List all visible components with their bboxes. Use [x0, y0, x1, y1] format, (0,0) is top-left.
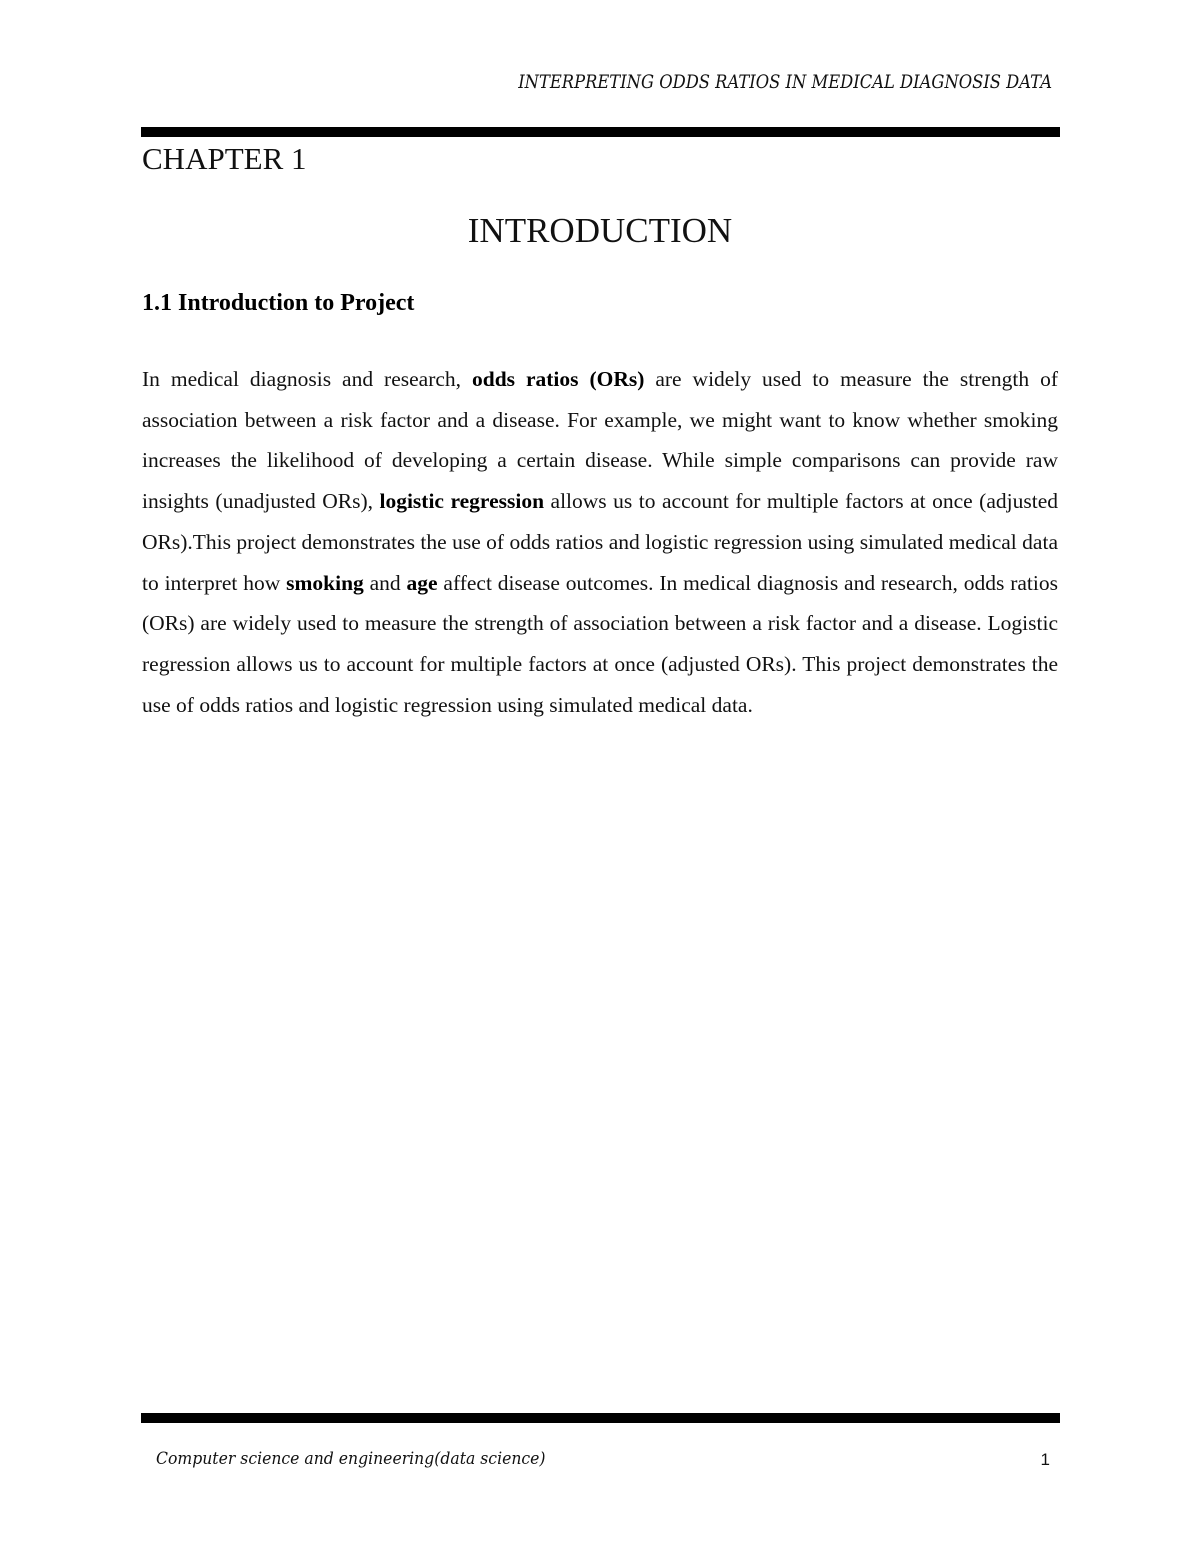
header-rule — [141, 127, 1060, 137]
bold-term-odds-ratios: odds ratios (ORs) — [471, 367, 645, 391]
running-header: INTERPRETING ODDS RATIOS IN MEDICAL DIAGNOSIS DATA — [518, 71, 1052, 93]
text-run: allows us to account for multiple factors at once (adjusted ORs).This project demonstrates the use of odds ratios and logistic regression using simulated medical data to interpret how — [142, 489, 1058, 595]
page-number: 1 — [1040, 1450, 1050, 1469]
body-paragraph — [142, 359, 1058, 725]
bold-term-logistic-regression: logistic regression — [379, 489, 545, 514]
section-heading: 1.1 Introduction to Project — [142, 290, 415, 316]
text-run: and — [363, 570, 407, 595]
chapter-title: INTRODUCTION — [467, 211, 733, 250]
footer-department: Computer science and engineering(data science) — [156, 1449, 546, 1469]
bold-term-smoking: smoking — [286, 570, 364, 595]
bold-term-age: age — [406, 570, 438, 595]
text-run: In medical diagnosis and research, — [142, 367, 472, 391]
chapter-label: CHAPTER 1 — [142, 141, 307, 176]
text-run: are widely used to measure the strength of association between a risk factor and a disease. For example, we might want to know whether smoking increases the likelihood of developing a certain disease. While simple comparisons can provide raw insights (unadjusted ORs), — [142, 367, 1058, 514]
text-run: affect disease outcomes. In medical diagnosis and research, odds ratios (ORs) are widely used to measure the strength of association between a risk factor and a disease. Logistic regression allows us to account for multiple factors at once (adjusted ORs). This project demonstrates the use of odds ratios and logistic regression using simulated medical data. — [142, 570, 1058, 717]
footer-rule — [141, 1413, 1060, 1423]
